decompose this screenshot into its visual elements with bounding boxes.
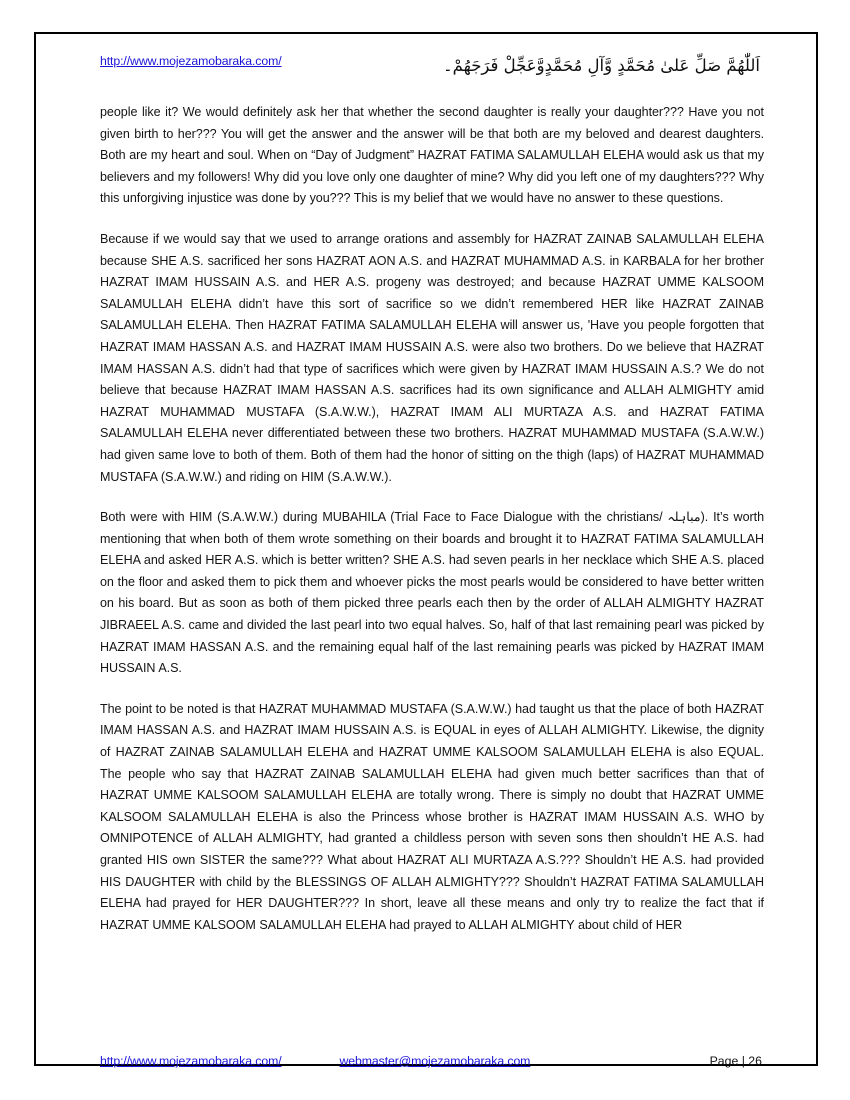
footer-email-link[interactable]: webmaster@mojezamobaraka.com [339,1054,531,1068]
footer-site-link[interactable]: http://www.mojezamobaraka.com/ [100,1054,282,1068]
footer-page-number: Page | 26 [709,1054,762,1068]
page-content-area [100,48,764,1048]
body-paragraph-2: Because if we would say that we used to arrange orations and assembly for HAZRAT ZAINAB SALAMULLAH ELEHA because SHE A.S. sacrificed her sons HAZRAT AON A.S. and HAZRAT MUHAMMAD A.S. in KARBALA for her brother HAZRAT IMAM HUSSAIN A.S. and HER A.S. progeny was destroyed; and because HAZRAT UMME KALSOOM SALAMULLAH ELEHA didn’t have this sort of sacrifice so we didn’t remembered HER like HAZRAT ZAINAB SALAMULLAH ELEHA. Then HAZRAT FATIMA SALAMULLAH ELEHA will answer us, 'Have you people forgotten that HAZRAT IMAM HASSAN A.S. and HAZRAT IMAM HUSSAIN A.S. were also two brothers. Do we believe that HAZRAT IMAM HASSAN A.S. didn’t had that type of sacrifices which were given by HAZRAT IMAM HUSSAIN A.S.? We do not believe that because HAZRAT IMAM HASSAN A.S. sacrifices had its own significance and ALLAH ALMIGHTY amid HAZRAT MUHAMMAD MUSTAFA (S.A.W.W.), HAZRAT IMAM ALI MURTAZA A.S. and HAZRAT FATIMA SALAMULLAH ELEHA never differentiated between these two brothers. HAZRAT MUHAMMAD MUSTAFA (S.A.W.W.) had given same love to both of them. Both of them had the honor of sitting on the thigh (laps) of HAZRAT MUHAMMAD MUSTAFA (S.A.W.W.) and riding on HIM (S.A.W.W.). [100,231,764,484]
page-header [100,48,764,100]
page-footer [100,1054,764,1068]
document-body [100,102,764,936]
body-paragraph-3: Both were with HIM (S.A.W.W.) during MUBAHILA (Trial Face to Face Dialogue with the christians/ مباہلہ). It’s worth mentioning that when both of them wrote something on their boards and brought it to HAZRAT FATIMA SALAMULLAH ELEHA and asked HER A.S. which is better written? SHE A.S. had seven pearls in her necklace which SHE A.S. placed on the floor and asked them to pick them and whoever picks the most pearls would be considered to have better written on his board. But as soon as both of them picked three pearls each then by the order of ALLAH ALMIGHTY HAZRAT JIBRAEEL A.S. came and divided the last pearl into two equal halves. So, half of that last remaining pearl was picked by HAZRAT IMAM HASSAN A.S. and the remaining equal half of the last remaining pearls was picked by HAZRAT IMAM HUSSAIN A.S. [100,510,764,676]
header-site-link[interactable]: http://www.mojezamobaraka.com/ [100,54,282,68]
body-paragraph-4: The point to be noted is that HAZRAT MUHAMMAD MUSTAFA (S.A.W.W.) had taught us that the place of both HAZRAT IMAM HASSAN A.S. and HAZRAT IMAM HUSSAIN A.S. is EQUAL in eyes of ALLAH ALMIGHTY. Likewise, the dignity of HAZRAT ZAINAB SALAMULLAH ELEHA and HAZRAT UMME KALSOOM SALAMULLAH ELEHA is also EQUAL. The people who say that HAZRAT ZAINAB SALAMULLAH ELEHA had given much better sacrifices than that of HAZRAT UMME KALSOOM SALAMULLAH ELEHA are totally wrong. There is simply no doubt that HAZRAT UMME KALSOOM SALAMULLAH ELEHA is also the Princess whose brother is HAZRAT IMAM HUSSAIN A.S. WHO by OMNIPOTENCE of ALLAH ALMIGHTY, had granted a childless person with seven sons then shouldn’t HE A.S. had granted HIS own SISTER the same??? What about HAZRAT ALI MURTAZA A.S.??? Shouldn’t HE A.S. had provided HIS DAUGHTER with child by the BLESSINGS OF ALLAH ALMIGHTY??? Shouldn’t HAZRAT FATIMA SALAMULLAH ELEHA had prayed for HER DAUGHTER??? In short, leave all these means and only try to realize the fact that if HAZRAT UMME KALSOOM SALAMULLAH ELEHA had prayed to ALLAH ALMIGHTY about child of HER [100,701,764,932]
header-arabic-invocation: اَللّٰهُمَّ صَلِّ عَلیٰ مُحَمَّدٍ وَّآلِ مُحَمَّدٍوَّعَجِّلْ فَرَجَهُمْ۔ [442,56,760,75]
body-paragraph-1: people like it? We would definitely ask her that whether the second daughter is really your daughter??? Have you not given birth to her??? You will get the answer and the answer will be that both are my beloved and dearest daughters. Both are my heart and soul. When on “Day of Judgment” HAZRAT FATIMA SALAMULLAH ELEHA would ask us that my believers and my followers! Why did you love only one daughter of mine? Why did you left one of my daughters??? Why this unforgiving injustice was done by you??? This is my belief that we would have no answer to these questions. [100,105,764,206]
page-border-frame [34,32,818,1066]
